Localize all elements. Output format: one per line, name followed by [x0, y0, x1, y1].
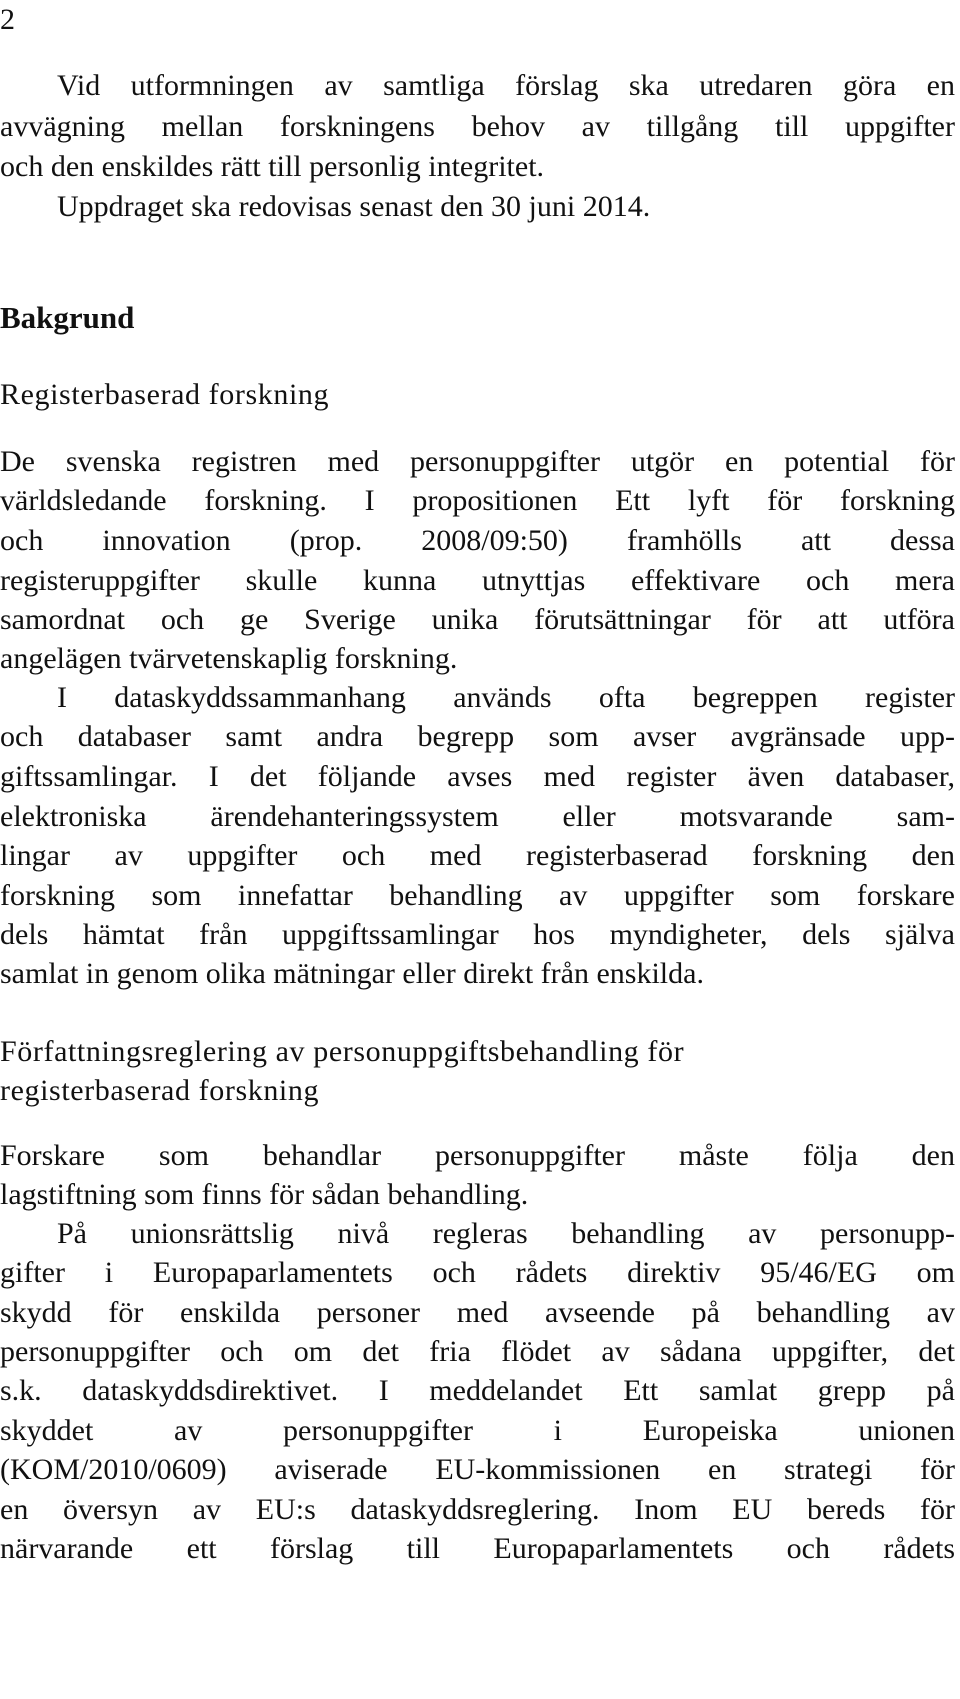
body-line: De svenska registren med personuppgifter utgör en potential för — [0, 445, 955, 478]
intro-line: och den enskildes rätt till personlig integritet. — [0, 150, 545, 183]
body-line: Forskare som behandlar personuppgifter måste följa den — [0, 1139, 955, 1172]
body-line: På unionsrättslig nivå regleras behandling av personupp- — [57, 1217, 955, 1250]
body-line: närvarande ett förslag till Europaparlamentets och rådets — [0, 1532, 955, 1565]
body-line: en översyn av EU:s dataskyddsreglering. Inom EU bereds för — [0, 1493, 955, 1526]
body-line: och innovation (prop. 2008/09:50) framhölls att dessa — [0, 524, 955, 557]
body-line: elektroniska ärendehanteringssystem eller motsvarande sam- — [0, 800, 955, 833]
body-line: forskning som innefattar behandling av uppgifter som forskare — [0, 879, 955, 912]
body-line: samlat in genom olika mätningar eller direkt från enskilda. — [0, 957, 704, 990]
intro-line: avvägning mellan forskningens behov av tillgång till uppgifter — [0, 110, 955, 143]
subheading-registerbaserad-forskning: Registerbaserad forskning — [0, 378, 330, 411]
body-line: angelägen tvärvetenskaplig forskning. — [0, 642, 458, 675]
body-line: och databaser samt andra begrepp som avser avgränsade upp- — [0, 720, 955, 753]
body-line: lingar av uppgifter och med registerbaserad forskning den — [0, 839, 955, 872]
body-line: personuppgifter och om det fria flödet av sådana uppgifter, det — [0, 1335, 955, 1368]
body-line: lagstiftning som finns för sådan behandling. — [0, 1178, 529, 1211]
intro-line: Uppdraget ska redovisas senast den 30 juni 2014. — [57, 190, 651, 223]
subheading-forfattningsreglering: Författningsreglering av personuppgiftsbehandling för — [0, 1035, 685, 1068]
body-line: (KOM/2010/0609) aviserade EU-kommissionen en strategi för — [0, 1453, 955, 1486]
body-line: gifter i Europaparlamentets och rådets direktiv 95/46/EG om — [0, 1256, 955, 1289]
body-line: I dataskyddssammanhang används ofta begreppen register — [57, 681, 955, 714]
page-number: 2 — [0, 3, 15, 36]
section-heading: Bakgrund — [0, 300, 135, 335]
body-line: världsledande forskning. I propositionen Ett lyft för forskning — [0, 484, 955, 517]
body-line: samordnat och ge Sverige unika förutsättningar för att utföra — [0, 603, 955, 636]
body-line: skydd för enskilda personer med avseende på behandling av — [0, 1296, 955, 1329]
subheading-forfattningsreglering-cont: registerbaserad forskning — [0, 1074, 320, 1107]
intro-line: Vid utformningen av samtliga förslag ska utredaren göra en — [57, 69, 955, 102]
body-line: s.k. dataskyddsdirektivet. I meddelandet Ett samlat grepp på — [0, 1374, 955, 1407]
body-line: registeruppgifter skulle kunna utnyttjas effektivare och mera — [0, 564, 955, 597]
body-line: dels hämtat från uppgiftssamlingar hos myndigheter, dels själva — [0, 918, 955, 951]
body-line: giftssamlingar. I det följande avses med register även databaser, — [0, 760, 955, 793]
body-line: skyddet av personuppgifter i Europeiska unionen — [0, 1414, 955, 1447]
